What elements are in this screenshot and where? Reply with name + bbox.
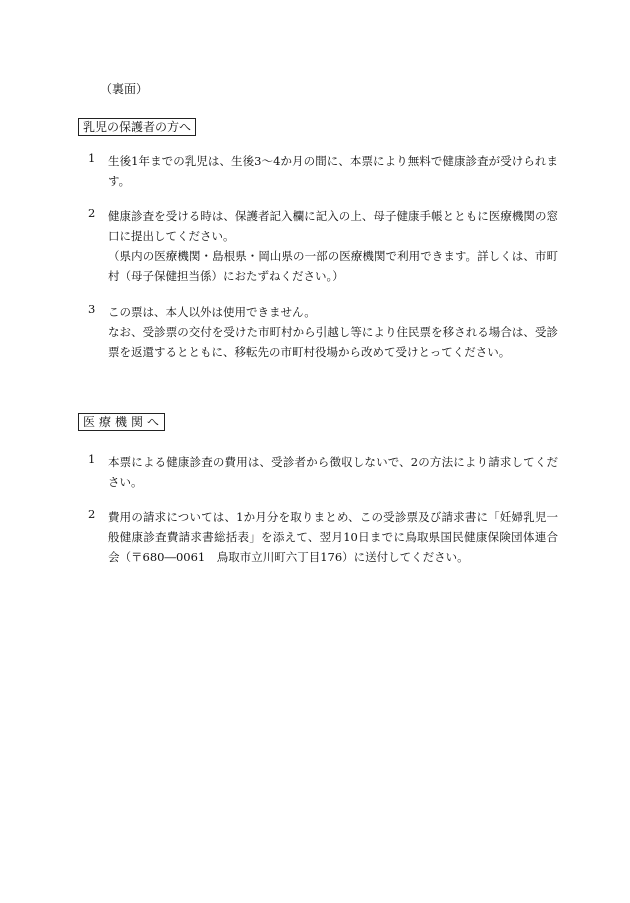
- item-paragraph: この票は、本人以外は使用できません。: [108, 305, 316, 319]
- guardian-item-1: [88, 151, 558, 191]
- medical-item-2: [88, 507, 558, 567]
- item-paragraph: 費用の請求については、1か月分を取りまとめ、この受診票及び請求書に「妊婦乳児一般健康診査費請求書総括表」を添えて、翌月10日までに鳥取県国民健康保険団体連合会（〒680―0061 鳥取市立川町六丁目176）に送付してください。: [108, 510, 558, 564]
- item-text: [108, 302, 558, 362]
- item-paragraph: 健康診査を受ける時は、保護者記入欄に記入の上、母子健康手帳とともに医療機関の窓口に提出してください。: [108, 209, 558, 243]
- back-side-label: （裏面）: [100, 82, 149, 96]
- guardian-item-3: [88, 302, 558, 362]
- item-number: 2: [88, 206, 96, 220]
- item-number: 1: [88, 452, 96, 466]
- item-paragraph: 生後1年までの乳児は、生後3〜4か月の間に、本票により無料で健康診査が受けられます。: [108, 154, 558, 188]
- item-text: [108, 151, 558, 191]
- medical-item-1: [88, 452, 558, 492]
- item-text: [108, 206, 558, 286]
- item-text: [108, 452, 558, 492]
- medical-section-heading: 医療機関へ: [78, 413, 165, 431]
- item-paragraph: なお、受診票の交付を受けた市町村から引越し等により住民票を移される場合は、受診票を返還するとともに、移転先の市町村役場から改めて受けとってください。: [108, 325, 558, 359]
- item-number: 1: [88, 151, 96, 165]
- item-text: [108, 507, 558, 567]
- guardian-section-heading: 乳児の保護者の方へ: [78, 118, 196, 136]
- item-number: 3: [88, 302, 96, 316]
- item-number: 2: [88, 507, 96, 521]
- guardian-item-2: [88, 206, 558, 286]
- item-paragraph-note: （県内の医療機関・島根県・岡山県の一部の医療機関で利用できます。詳しくは、市町村（母子保健担当係）におたずねください。）: [108, 249, 558, 283]
- item-paragraph: 本票による健康診査の費用は、受診者から徴収しないで、2の方法により請求してください。: [108, 455, 558, 489]
